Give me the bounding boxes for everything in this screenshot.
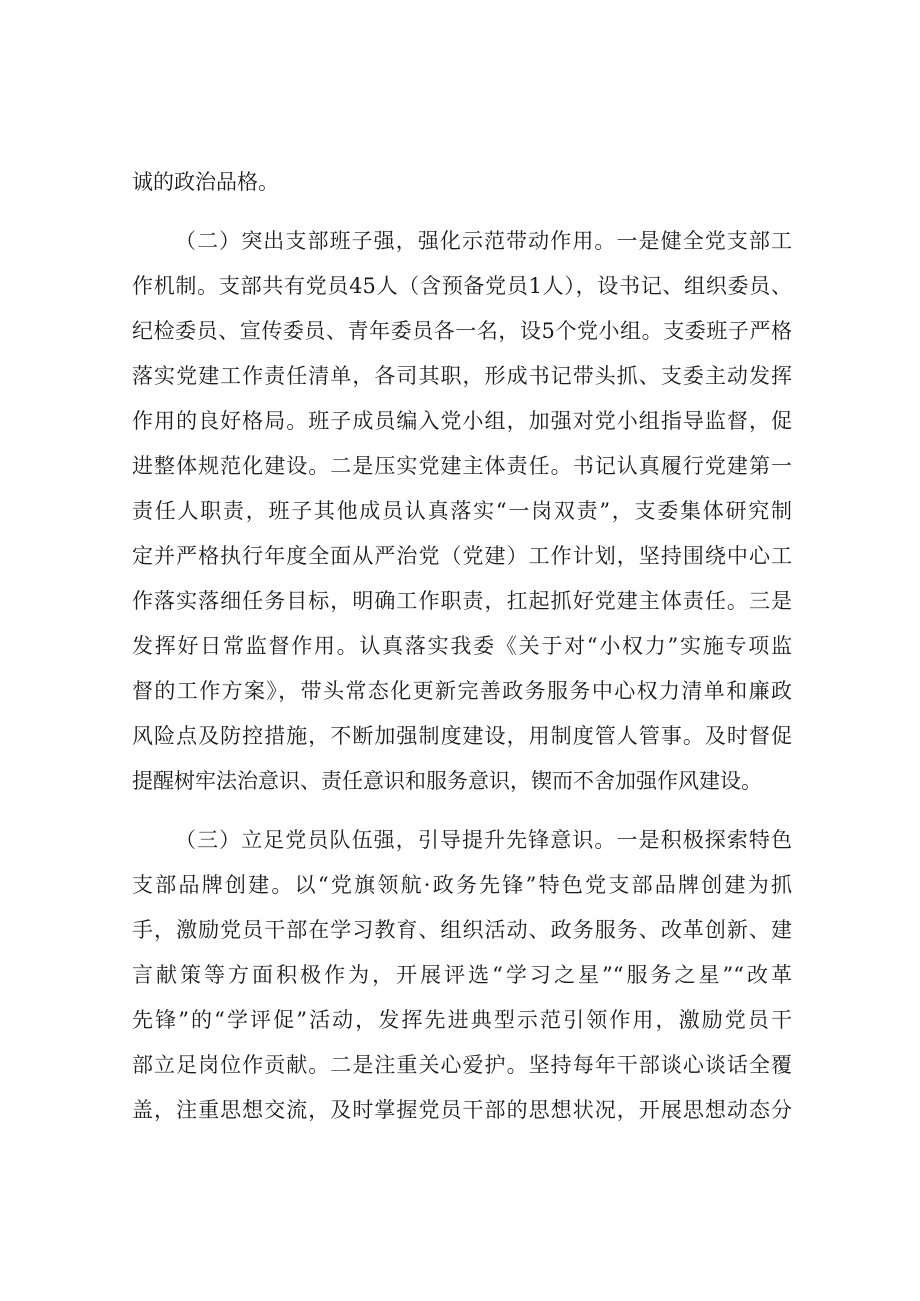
paragraph-line: 作机制。支部共有党员45人（含预备党员1人），设书记、组织委员、: [132, 274, 792, 298]
paragraph-line: 诚的政治品格。: [132, 170, 279, 194]
paragraph-line: 发挥好日常监督作用。认真落实我委《关于对“小权力”实施专项监: [132, 634, 792, 658]
paragraph-line: 定并严格执行年度全面从严治党（党建）工作计划，坚持围绕中心工: [132, 544, 792, 568]
paragraph-line: 作用的良好格局。班子成员编入党小组，加强对党小组指导监督，促: [132, 409, 792, 433]
paragraph-line: 言献策等方面积极作为，开展评选“学习之星”“服务之星”“改革: [132, 963, 792, 987]
paragraph-line: 盖，注重思想交流，及时掌握党员干部的思想状况，开展思想动态分: [132, 1098, 792, 1122]
paragraph-line: 作落实落细任务目标，明确工作职责，扛起抓好党建主体责任。三是: [132, 589, 792, 613]
paragraph-line: 提醒树牢法治意识、责任意识和服务意识，锲而不舍加强作风建设。: [132, 769, 762, 793]
paragraph-line: 先锋”的“学评促”活动，发挥先进典型示范引领作用，激励党员干: [132, 1008, 792, 1032]
paragraph-line: （二）突出支部班子强，强化示范带动作用。一是健全党支部工: [175, 229, 792, 253]
paragraph-line: 纪检委员、宣传委员、青年委员各一名，设5个党小组。支委班子严格: [132, 319, 792, 343]
paragraph-line: 支部品牌创建。以“党旗领航·政务先锋”特色党支部品牌创建为抓: [132, 873, 792, 897]
paragraph-line: 进整体规范化建设。二是压实党建主体责任。书记认真履行党建第一: [132, 454, 792, 478]
paragraph-line: 风险点及防控措施，不断加强制度建设，用制度管人管事。及时督促: [132, 724, 792, 748]
paragraph-line: 责任人职责，班子其他成员认真落实“一岗双责”，支委集体研究制: [132, 499, 792, 523]
paragraph-line: 落实党建工作责任清单，各司其职，形成书记带头抓、支委主动发挥: [132, 364, 792, 388]
paragraph-line: 手，激励党员干部在学习教育、组织活动、政务服务、改革创新、建: [132, 918, 792, 942]
paragraph-line: 部立足岗位作贡献。二是注重关心爱护。坚持每年干部谈心谈话全覆: [132, 1053, 792, 1077]
paragraph-line: 督的工作方案》，带头常态化更新完善政务服务中心权力清单和廉政: [132, 679, 792, 703]
paragraph-line: （三）立足党员队伍强，引导提升先锋意识。一是积极探索特色: [175, 828, 792, 852]
